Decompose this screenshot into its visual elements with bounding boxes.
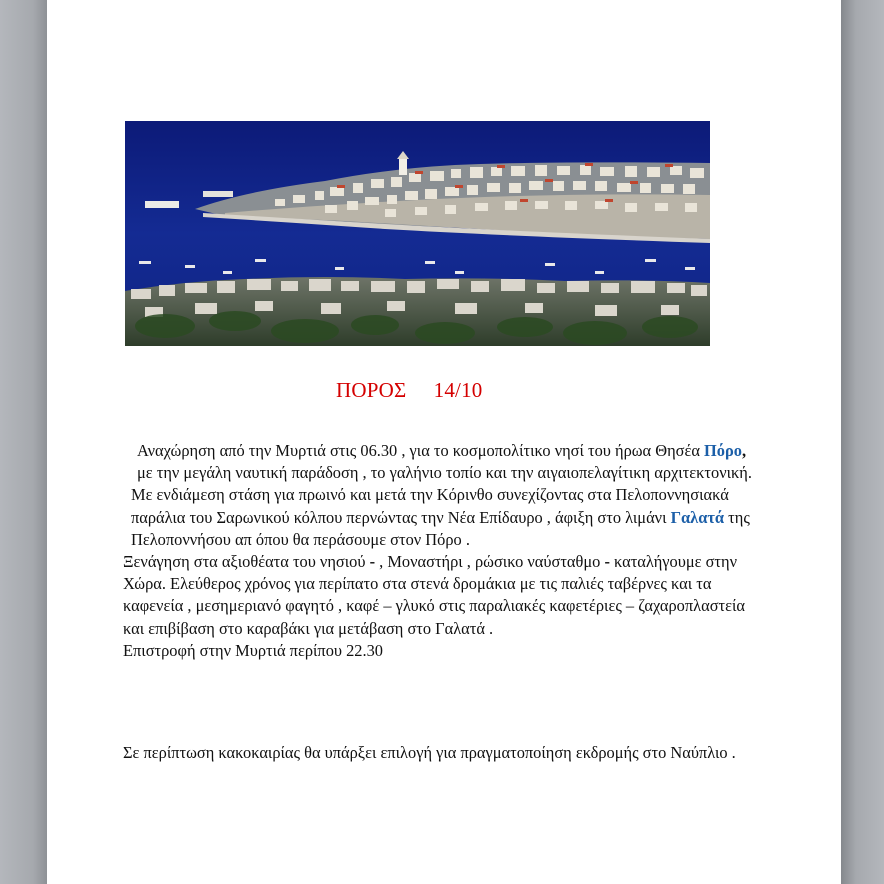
document-right-margin — [841, 0, 884, 884]
page-title: ΠΟΡΟΣ 14/10 — [336, 378, 483, 402]
text-segment: , Μοναστήρι , ρώσικο ναύσταθμο — [379, 552, 605, 572]
bad-weather-note: Σε περίπτωση κακοκαιρίας θα υπάρξει επιλογή για πραγματοποίηση εκδρομής στο Ναύπλιο . — [123, 743, 736, 762]
text-segment: - — [604, 552, 610, 572]
document-page — [47, 0, 841, 884]
text-segment: Αναχώρηση από την Μυρτιά στις 06.30 , για το κοσμοπολίτικο νησί του ήρωα Θησέα — [137, 441, 705, 460]
itinerary-body — [123, 440, 753, 662]
text-segment: , — [741, 441, 747, 460]
text-segment: Με ενδιάμεση στάση για πρωινό και μετά την Κόρινθο συνεχίζοντας στα Πελοποννησιακά παράλια του Σαρωνικού κόλπου περνώντας την Νέα Επίδαυρο , άφιξη στο λιμάνι — [131, 485, 729, 527]
text-segment: Ξενάγηση στα αξιοθέατα του νησιού — [123, 552, 370, 572]
text-segment: - — [369, 552, 380, 572]
paragraph-return: Επιστροφή στην Μυρτιά περίπου 22.30 — [123, 640, 383, 660]
document-left-margin — [0, 0, 47, 884]
paragraph-route — [123, 484, 753, 551]
text-segment: με την μεγάλη ναυτική παράδοση , το γαλήνιο τοπίο και την αιγαιοπελαγίτικη αρχιτεκτονική. — [137, 463, 752, 483]
place-name-poros: Πόρο — [704, 441, 742, 460]
poros-harbor-photo — [125, 121, 710, 346]
text-segment: της Πελοποννήσου απ όπου θα περάσουμε στον Πόρο . — [131, 507, 750, 549]
paragraph-departure — [123, 440, 753, 484]
text-segment: καταλήγουμε στην Χώρα. Ελεύθερος χρόνος για περίπατο στα στενά δρομάκια με τις παλιές ταβέρνες και τα καφενεία , μεσημεριανό φαγητό , καφέ – γλυκό στις παραλιακές καφετέριες – ζαχαροπλαστεία και επιβίβαση στο καραβάκι για μετάβαση στο Γαλατά . — [123, 552, 745, 638]
place-name-galatas: Γαλατά — [670, 507, 725, 527]
paragraph-tour — [123, 551, 753, 640]
